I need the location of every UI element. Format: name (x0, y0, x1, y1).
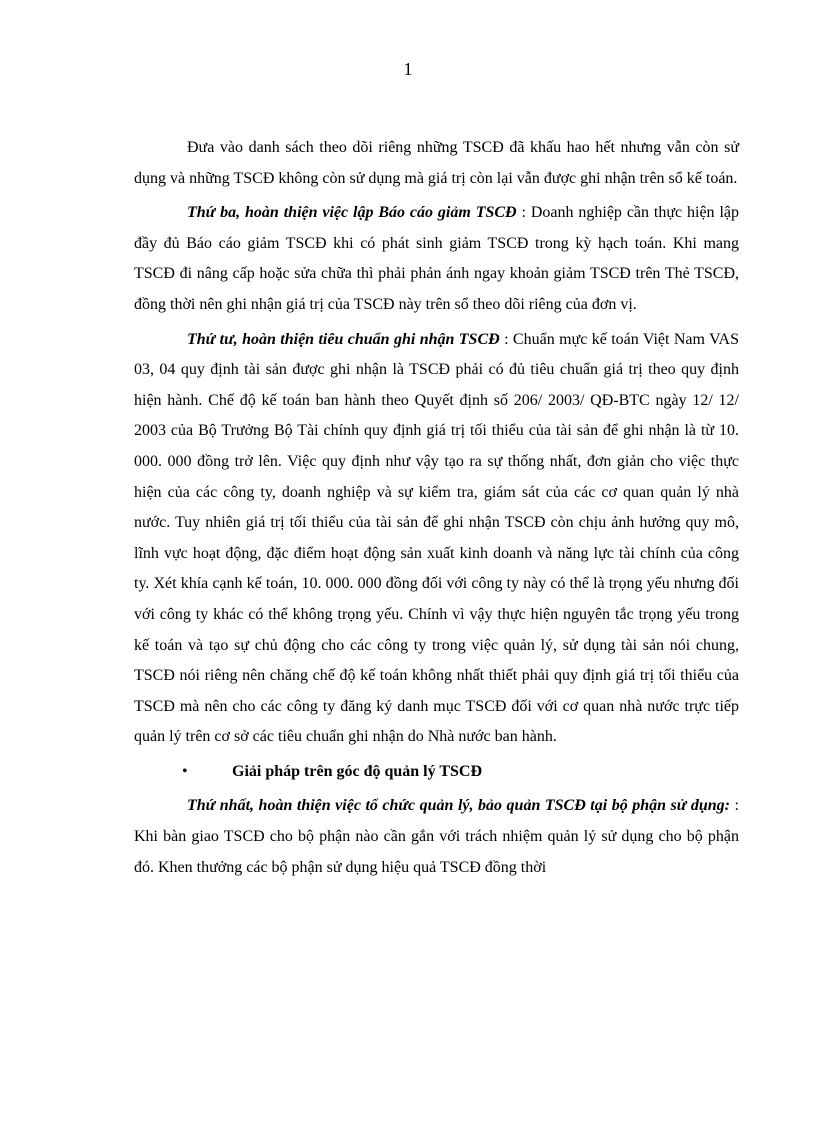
section-heading-bullet (134, 757, 739, 788)
page-number: 1 (403, 59, 413, 79)
paragraph-lead: Thứ nhất, hoàn thiện việc tổ chức quản lý, bảo quản TSCĐ tại bộ phận sử dụng: (187, 797, 731, 815)
section-heading: Giải pháp trên góc độ quản lý TSCĐ (232, 762, 482, 780)
paragraph-lead: Thứ ba, hoàn thiện việc lập Báo cáo giảm TSCĐ (187, 204, 517, 222)
paragraph-text: : Chuẩn mực kế toán Việt Nam VAS 03, 04 quy định tài sản được ghi nhận là TSCĐ phải có đủ tiêu chuẩn giá trị theo quy định hiện hành. Chế độ kế toán ban hành theo Quyết định số 206/ 2003/ QĐ-BTC ngày 12/ 12/ 2003 của Bộ Trưởng Bộ Tài chính quy định giá trị tối thiểu của tài sản để ghi nhận là từ 10. 000. 000 đồng trở lên. Việc quy định như vậy tạo ra sự thống nhất, đơn giản cho việc thực hiện của các công ty, doanh nghiệp và sự kiểm tra, giám sát của các cơ quan quản lý nhà nước. Tuy nhiên giá trị tối thiểu của tài sản để ghi nhận TSCĐ còn chịu ảnh hưởng quy mô, lĩnh vực hoạt động, đặc điểm hoạt động sản xuất kinh doanh và năng lực tài chính của công ty. Xét khía cạnh kế toán, 10. 000. 000 đồng đối với công ty này có thể là trọng yếu nhưng đối với công ty khác có thể không trọng yếu. Chính vì vậy thực hiện nguyên tắc trọng yếu trong kế toán và tạo sự chủ động cho các công ty trong việc quản lý, sử dụng tài sản nói chung, TSCĐ nói riêng nên chăng chế độ kế toán không nhất thiết phải quy định giá trị tối thiểu của TSCĐ mà nên cho các công ty đăng ký danh mục TSCĐ đối với cơ quan nhà nước trực tiếp quản lý trên cơ sở các tiêu chuẩn ghi nhận do Nhà nước ban hành. (134, 330, 740, 746)
paragraph-text: : Doanh nghiệp cần thực hiện lập đầy đủ Báo cáo giảm TSCĐ khi có phát sinh giảm TSCĐ trong kỳ hạch toán. Khi mang TSCĐ đi nâng cấp hoặc sửa chữa thì phải phản ánh ngay khoản giảm TSCĐ trên Thẻ TSCĐ, đồng thời nên ghi nhận giá trị của TSCĐ này trên sổ theo dõi riêng của đơn vị. (134, 204, 739, 313)
paragraph-text: : Khi bàn giao TSCĐ cho bộ phận nào cần gắn với trách nhiệm quản lý sử dụng cho bộ phận đó. Khen thưởng các bộ phận sử dụng hiệu quả TSCĐ đồng thời (134, 797, 739, 876)
paragraph-first-management-solution (134, 791, 739, 883)
paragraph-depreciated-assets (134, 133, 739, 194)
paragraph-third-solution (134, 198, 739, 320)
paragraph-lead: Thứ tư, hoàn thiện tiêu chuẩn ghi nhận TSCĐ (187, 330, 500, 348)
paragraph-text: Đưa vào danh sách theo dõi riêng những TSCĐ đã khấu hao hết nhưng vẫn còn sử dụng và những TSCĐ không còn sử dụng mà giá trị còn lại vẫn được ghi nhận trên sổ kế toán. (134, 139, 739, 187)
paragraph-fourth-solution (134, 325, 739, 753)
document-body (134, 133, 739, 887)
bullet-icon: • (182, 762, 188, 780)
